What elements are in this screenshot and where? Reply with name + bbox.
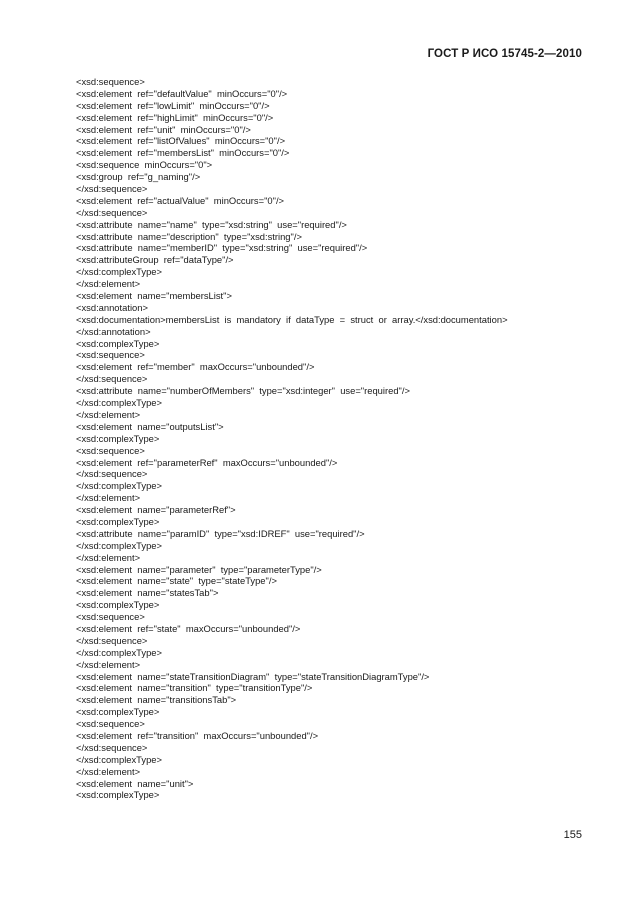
code-line: </xsd:complexType>: [76, 266, 162, 278]
code-line: <xsd:attribute name="numberOfMembers" type="xsd:integer" use="required"/>: [76, 385, 410, 397]
code-line: </xsd:complexType>: [76, 646, 162, 658]
code-line: </xsd:complexType>: [76, 480, 162, 492]
xsd-code-listing: [76, 76, 596, 801]
page-header-standard-id: ГОСТ Р ИСО 15745-2—2010: [427, 48, 582, 60]
code-line: <xsd:complexType>: [76, 432, 160, 444]
code-line: <xsd:element ref="defaultValue" minOccurs="0"/>: [76, 87, 288, 99]
code-line: <xsd:complexType>: [76, 706, 160, 718]
code-line: </xsd:element>: [76, 408, 141, 420]
code-line: <xsd:element ref="membersList" minOccurs="0"/>: [76, 147, 290, 159]
code-line: <xsd:attribute name="paramID" type="xsd:IDREF" use="required"/>: [76, 527, 365, 539]
code-line: </xsd:sequence>: [76, 183, 148, 195]
code-line: <xsd:element ref="state" maxOccurs="unbounded"/>: [76, 622, 301, 634]
code-line: </xsd:sequence>: [76, 634, 148, 646]
code-line: <xsd:element ref="lowLimit" minOccurs="0"/>: [76, 99, 270, 111]
code-line: </xsd:element>: [76, 492, 141, 504]
code-line: <xsd:group ref="g_naming"/>: [76, 171, 201, 183]
code-line: <xsd:complexType>: [76, 337, 160, 349]
code-line: <xsd:element ref="parameterRef" maxOccurs="unbounded"/>: [76, 456, 338, 468]
code-line: <xsd:element name="parameter" type="parameterType"/>: [76, 563, 322, 575]
code-line: <xsd:attribute name="description" type="xsd:string"/>: [76, 230, 302, 242]
code-line: <xsd:element ref="actualValue" minOccurs="0"/>: [76, 194, 285, 206]
code-line: </xsd:sequence>: [76, 468, 148, 480]
code-line: <xsd:element name="membersList">: [76, 290, 232, 302]
code-line: <xsd:attribute name="memberID" type="xsd:string" use="required"/>: [76, 242, 368, 254]
code-line: <xsd:element name="unit">: [76, 777, 194, 789]
code-line: <xsd:sequence>: [76, 76, 145, 87]
code-line: </xsd:sequence>: [76, 373, 148, 385]
code-line: <xsd:element name="outputsList">: [76, 420, 224, 432]
code-line: </xsd:element>: [76, 658, 141, 670]
code-line: <xsd:element name="parameterRef">: [76, 504, 236, 516]
code-line: <xsd:sequence>: [76, 349, 145, 361]
code-line: <xsd:sequence minOccurs="0">: [76, 159, 213, 171]
code-line: <xsd:complexType>: [76, 515, 160, 527]
code-line: <xsd:element name="state" type="stateType"/>: [76, 575, 277, 587]
code-line: <xsd:sequence>: [76, 718, 145, 730]
code-line: </xsd:element>: [76, 278, 141, 290]
code-line: </xsd:complexType>: [76, 539, 162, 551]
code-line: <xsd:documentation>membersList is mandatory if dataType = struct or array.</xsd:documentation>: [76, 313, 508, 325]
code-line: <xsd:element ref="transition" maxOccurs="unbounded"/>: [76, 729, 319, 741]
code-line: <xsd:attribute name="name" type="xsd:string" use="required"/>: [76, 218, 347, 230]
code-line: <xsd:element ref="highLimit" minOccurs="0"/>: [76, 111, 274, 123]
code-line: </xsd:sequence>: [76, 206, 148, 218]
code-line: <xsd:element ref="member" maxOccurs="unbounded"/>: [76, 361, 315, 373]
code-line: <xsd:element name="statesTab">: [76, 587, 219, 599]
code-line: </xsd:complexType>: [76, 397, 162, 409]
code-line: <xsd:complexType>: [76, 599, 160, 611]
code-line: <xsd:sequence>: [76, 444, 145, 456]
code-line: <xsd:attributeGroup ref="dataType"/>: [76, 254, 234, 266]
code-line: </xsd:complexType>: [76, 753, 162, 765]
code-line: </xsd:sequence>: [76, 741, 148, 753]
code-line: <xsd:element name="stateTransitionDiagram" type="stateTransitionDiagramType"/>: [76, 670, 430, 682]
code-line: <xsd:complexType>: [76, 789, 160, 801]
code-line: </xsd:element>: [76, 551, 141, 563]
page-number: 155: [563, 829, 582, 841]
code-line: </xsd:annotation>: [76, 325, 151, 337]
code-line: <xsd:element ref="listOfValues" minOccurs="0"/>: [76, 135, 286, 147]
code-line: <xsd:annotation>: [76, 301, 148, 313]
code-line: <xsd:element name="transitionsTab">: [76, 694, 237, 706]
code-line: <xsd:sequence>: [76, 611, 145, 623]
code-line: <xsd:element ref="unit" minOccurs="0"/>: [76, 123, 251, 135]
code-line: <xsd:element name="transition" type="transitionType"/>: [76, 682, 313, 694]
code-line: </xsd:element>: [76, 765, 141, 777]
